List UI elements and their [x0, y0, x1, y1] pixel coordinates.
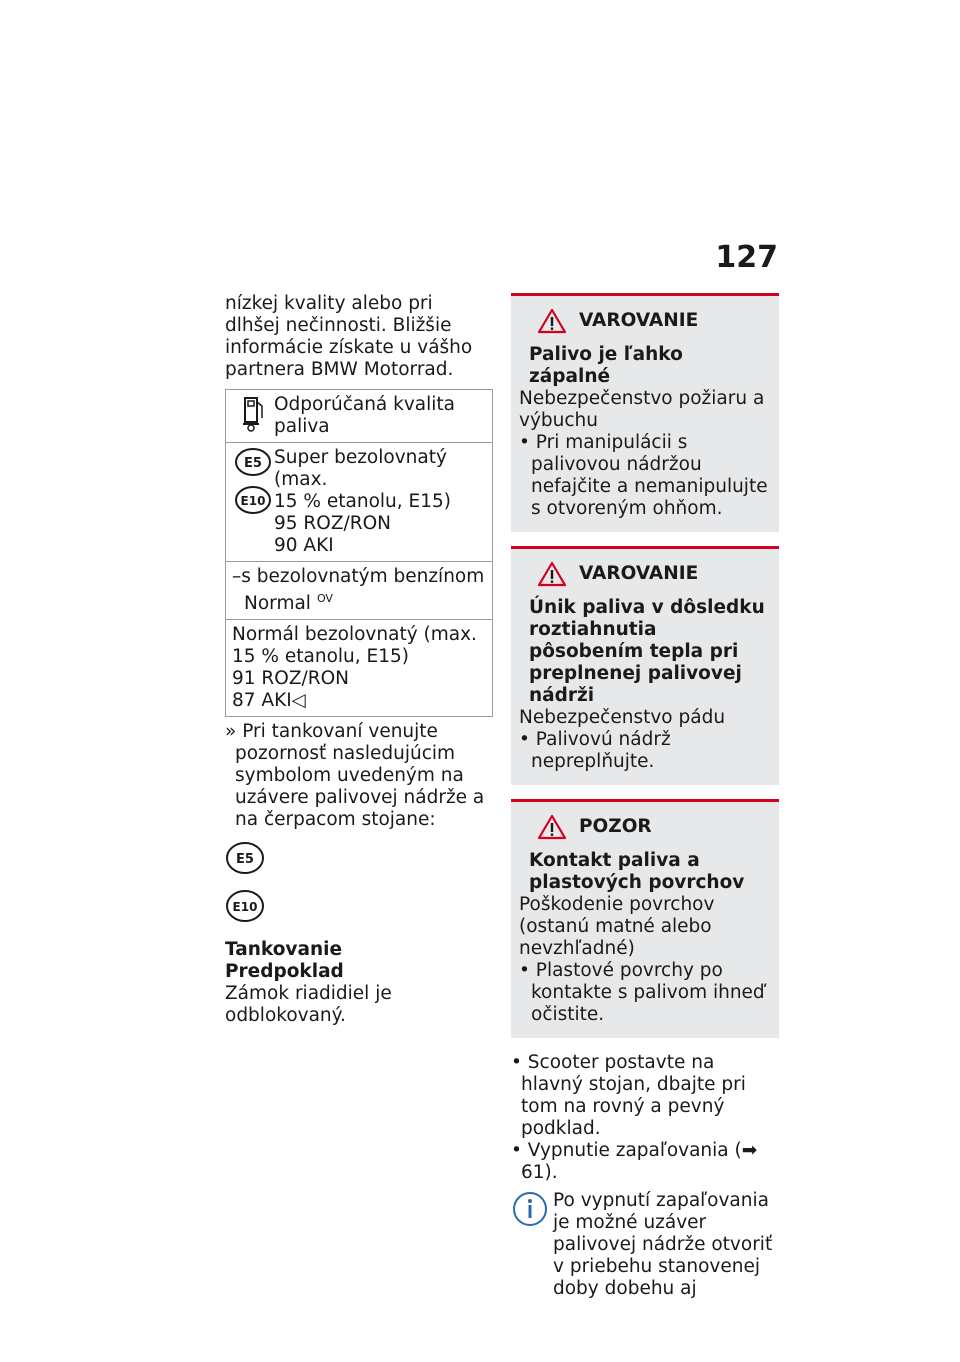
super-line-4: 90 AKI [274, 535, 334, 556]
warning-label: VAROVANIE [579, 310, 699, 331]
info-icon [511, 1190, 553, 1300]
page-number: 127 [715, 240, 778, 275]
warning-text: Nebezpečenstvo požiaru a výbuchu [519, 388, 765, 431]
e5-badge-icon [234, 447, 272, 477]
left-column [225, 293, 493, 1027]
warning-label: VAROVANIE [579, 563, 699, 584]
step-item: • Scooter postavte na hlavný stojan, dbajte pri tom na rovný a pevný podklad. [511, 1052, 746, 1139]
caution-bullet: • Plastové povrchy po kontakte s palivom ihneď očistite. [519, 960, 765, 1025]
svg-text:E5: E5 [244, 456, 262, 471]
step-item: • Vypnutie zapaľovania (➡ 61). [511, 1140, 758, 1183]
fuel-quality-table [225, 389, 493, 717]
normal-line-1: Normál bezolovnatý (max. [232, 624, 477, 646]
intro-text: nízkej kvality alebo pri dlhšej nečinnosti. Bližšie informácie získate u vášho partnera BMW Motorrad. [225, 293, 473, 380]
super-line-3: 95 ROZ/RON [274, 513, 391, 534]
warning-triangle-icon [537, 561, 567, 587]
warning-box-fire [511, 293, 779, 532]
e10-badge [225, 889, 493, 929]
info-text: Po vypnutí zapaľovania je možné uzáver palivovej nádrže otvoriť v priebehu stanovenej doby dobehu aj [553, 1190, 773, 1299]
caution-triangle-icon [537, 814, 567, 840]
warning-box-fuel-leak [511, 546, 779, 785]
caution-title: Kontakt paliva a plastových povrchov [529, 850, 745, 893]
svg-text:E10: E10 [240, 494, 266, 508]
info-note [511, 1190, 779, 1300]
table-row-alternative [226, 561, 492, 619]
warning-triangle-icon [537, 308, 567, 334]
super-line-1: Super bezolovnatý (max. [274, 447, 447, 490]
e10-badge-label: E10 [232, 900, 258, 915]
caution-box-plastic [511, 799, 779, 1038]
warning-text: Nebezpečenstvo pádu [519, 707, 726, 728]
procedure-steps [511, 1052, 779, 1184]
warning-bullet: • Pri manipulácii s palivovou nádržou nefajčite a nemanipulujte s otvoreným ohňom. [519, 432, 768, 519]
tank-symbol-instruction: » Pri tankovaní venujte pozornosť nasledujúcim symbolom uvedeným na uzávere palivovej nádrže a na čerpacom stojane: [225, 721, 485, 831]
section-heading: Tankovanie [225, 939, 343, 961]
warning-bullet: • Palivovú nádrž nepreplňujte. [519, 729, 671, 772]
super-line-2: 15 % etanolu, E15) [274, 491, 451, 512]
subsection-heading: Predpoklad [225, 961, 344, 983]
warning-title: Únik paliva v dôsledku roztiahnutia pôsobením tepla pri preplnenej palivovej nádrži [529, 597, 765, 706]
precondition-text: Zámok riadidiel je odblokovaný. [225, 983, 392, 1027]
caution-text: Poškodenie povrchov (ostanú matné alebo nevzhľadné) [519, 894, 715, 959]
recommended-label: Odporúčaná kvalita paliva [274, 394, 456, 437]
fuel-pump-icon [232, 394, 274, 434]
warning-title: Palivo je ľahko zápalné [529, 344, 683, 387]
table-row-normal [226, 619, 492, 716]
right-column [511, 293, 779, 1300]
normal-line-3: 91 ROZ/RON [232, 668, 349, 690]
caution-label: POZOR [579, 816, 652, 837]
table-row-recommended [226, 390, 492, 442]
alt-line-1: –s bezolovnatým benzínom [232, 566, 485, 587]
alt-line-2: Normal [244, 593, 311, 615]
option-mark: OV [316, 592, 333, 605]
normal-line-2: 15 % etanolu, E15) [232, 646, 409, 668]
e5-badge [225, 841, 493, 881]
normal-line-4: 87 AKI◁ [232, 690, 306, 712]
table-row-super [226, 442, 492, 561]
e10-badge-icon [234, 485, 272, 515]
e5-badge-label: E5 [236, 852, 254, 868]
